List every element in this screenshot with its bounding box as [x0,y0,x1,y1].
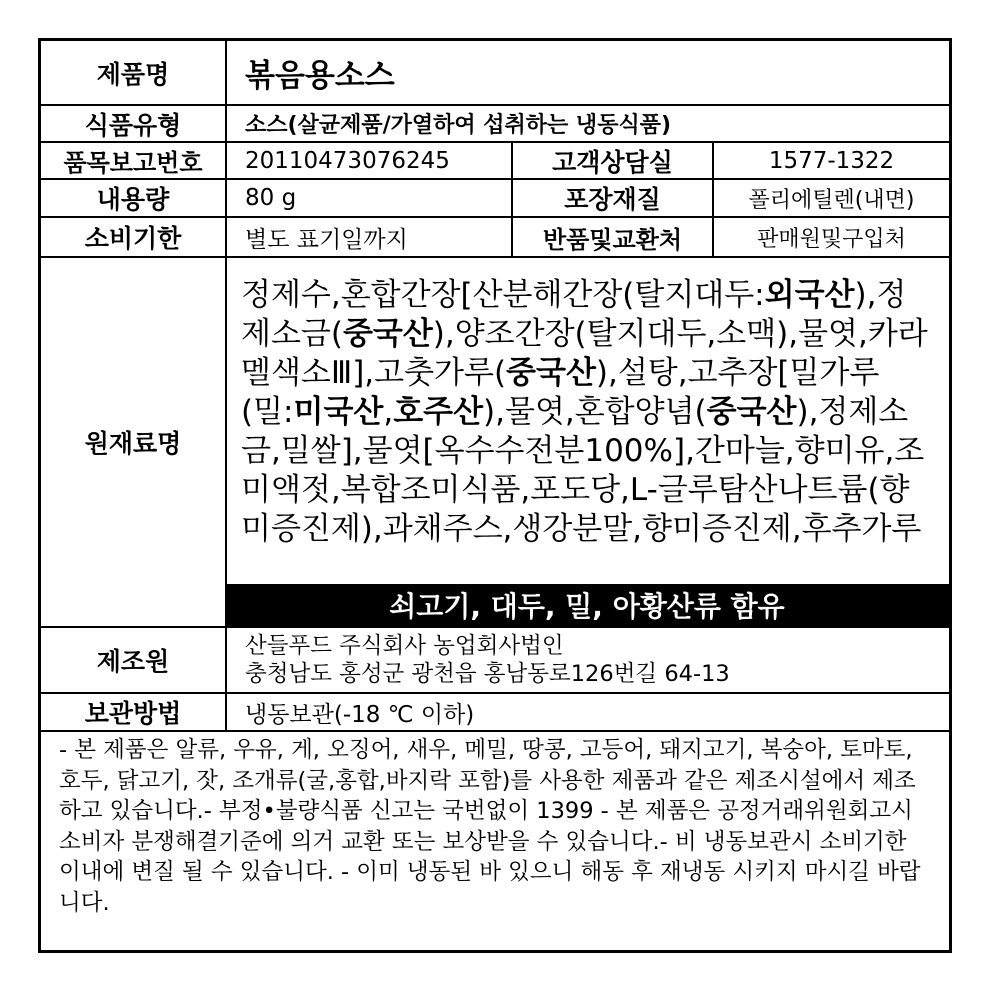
expiry-row [41,218,949,258]
ingredients-label: 원재료명 [84,429,182,458]
ingredient-text: , [383,394,394,430]
manufacturer-cell [225,628,949,692]
ingredient-text: ),양조간장(탈지대두,소맥),물엿,카라 [432,316,928,352]
ingredient-text: 정제수,혼합간장[산분해간장(탈지대두: [241,277,765,313]
manufacturer-address: 충청남도 홍성군 광천읍 홍남동로126번길 64-13 [245,661,730,687]
manufacturer-row [41,628,949,694]
return-label: 반품및교환처 [511,218,712,256]
ingredients-line [241,315,941,354]
volume-value: 80 g [225,180,511,216]
ingredients-text [241,276,941,549]
customer-service-value: 1577-1322 [712,143,949,178]
ingredient-text: ),물엿,혼합양념( [483,394,707,430]
allergen-bar [225,584,949,626]
customer-service-label: 고객상담실 [511,143,712,178]
expiry-label: 소비기한 [84,224,182,253]
ingredient-origin: 중국산 [342,316,433,352]
ingredient-origin: 중국산 [706,394,797,430]
ingredients-line [241,510,941,549]
product-name-label: 제품명 [96,59,170,89]
ingredients-row [41,258,949,628]
food-type-value: 소스(살균제품/가열하여 섭취하는 냉동식품) [225,106,949,141]
ingredients-line [241,393,941,432]
ingredients-line [241,276,941,315]
report-number-value: 20110473076245 [225,143,511,178]
allergen-text: 쇠고기, 대두, 밀, 아황산류 함유 [389,590,785,623]
volume-row [41,180,949,218]
manufacturer-label: 제조원 [96,647,170,676]
packaging-value: 폴리에틸렌(내면) [712,180,949,216]
ingredient-text: 멜색소Ⅲ],고춧가루( [241,355,507,391]
report-number-row [41,143,949,180]
return-value: 판매원및구입처 [712,218,949,256]
ingredients-line [241,471,941,510]
food-type-row [41,106,949,143]
storage-label: 보관방법 [84,699,182,728]
ingredient-text: (밀: [241,394,294,430]
food-type-label: 식품유형 [84,110,182,140]
ingredient-text: 미액젓,복합조미식품,포도당,L-글루탐산나트륨(향 [241,472,910,508]
storage-value: 냉동보관(-18 ℃ 이하) [225,694,949,730]
ingredient-origin: 미국산 [293,394,384,430]
ingredient-origin: 중국산 [506,355,596,391]
ingredients-line [241,354,941,393]
manufacturer-name: 산들푸드 주식회사 농업회사법인 [245,633,564,659]
notice-text: - 본 제품은 알류, 우유, 게, 오징어, 새우, 메밀, 땅콩, 고등어, 돼지고기, 복숭아, 토마토, 호두, 닭고기, 잣, 조개류(굴,홍합,바지락 포함)를 사용한 제품과 같은 제조시설에서 제조하고 있습니다.- 부정•불량식품 신고는 국번없이 1399 - 본 제품은 공정거래위원회고시 소비자 분쟁해결기준에 의거 교환 또는 보상받을 수 있습니다.- 비 냉동보관시 소비기한 이내에 변질 될 수 있습니다. - 이미 냉동된 바 있으니 해동 후 재냉동 시키지 마시길 바랍니다. [59,737,921,916]
packaging-label: 포장재질 [511,180,712,216]
report-number-label: 품목보고번호 [63,149,203,177]
ingredient-origin: 외국산 [764,277,855,313]
product-name-row [41,41,949,106]
ingredient-text: ),정 [854,277,907,313]
ingredient-text: 제소금( [241,316,343,352]
food-label-table [38,38,952,953]
ingredient-origin: 호주산 [393,394,484,430]
product-name-value: 볶음용소스 [225,41,949,104]
storage-row [41,694,949,732]
expiry-value: 별도 표기일까지 [225,218,511,256]
volume-label: 내용량 [96,185,170,214]
ingredient-text: 미증진제),과채주스,생강분말,향미증진제,후추가루 [241,511,922,547]
ingredients-line [241,432,941,471]
ingredient-text: 금,밀쌀],물엿[옥수수전분100%],간마늘,향미유,조 [241,433,925,469]
ingredient-text: ),설탕,고추장[밀가루 [595,355,880,391]
ingredient-text: ),정제소 [796,394,909,430]
